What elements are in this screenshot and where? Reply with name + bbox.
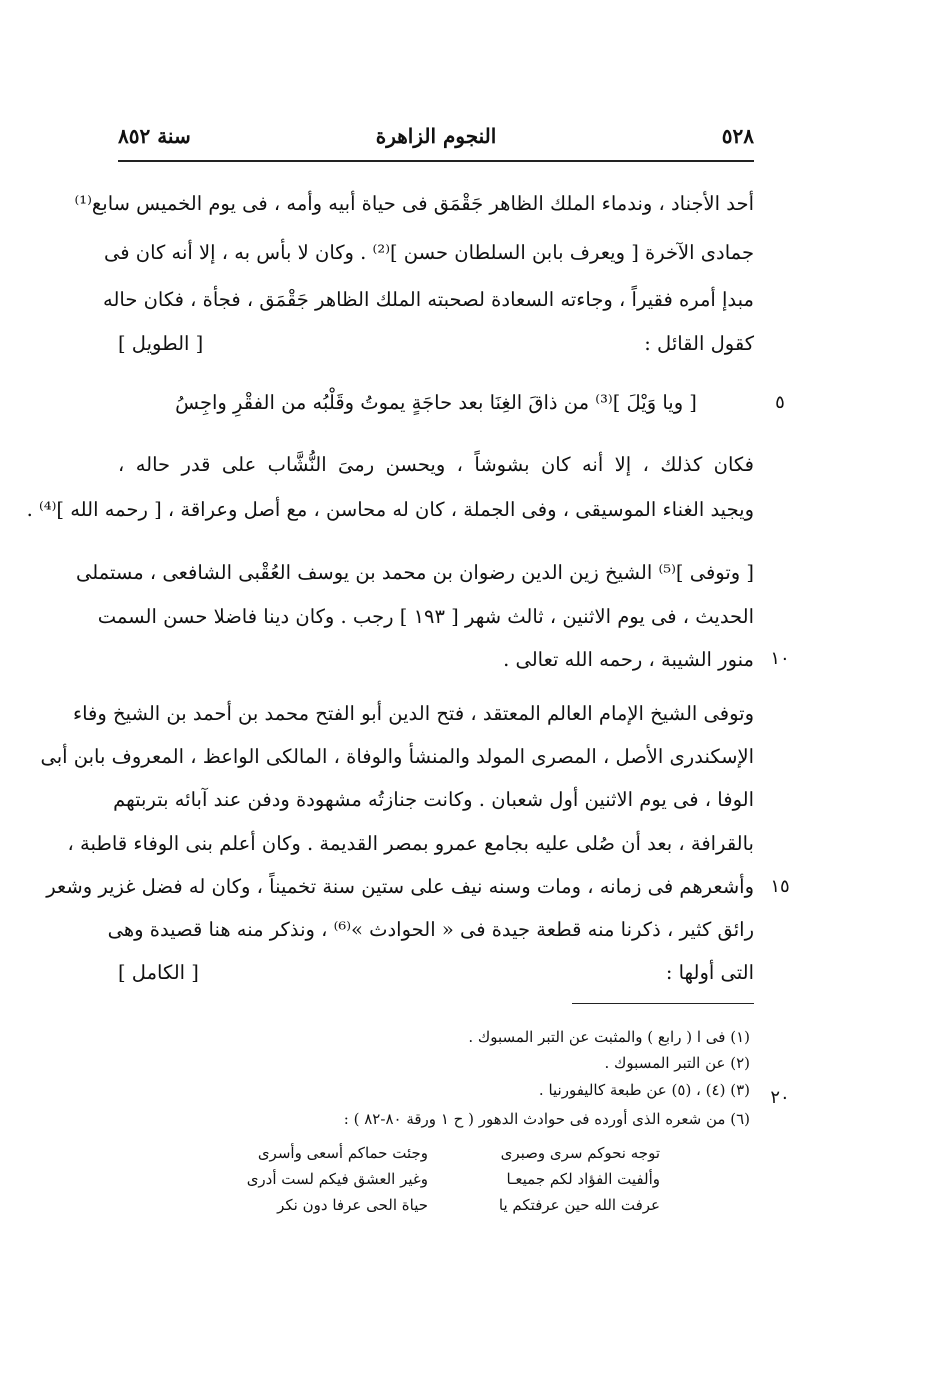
- footnote: (١) فى ا ( رابع ) والمثبت عن التبر المسبوك .: [468, 1028, 750, 1046]
- footnote: (٣) (٤) ، (٥) عن طبعة كاليفورنيا .: [538, 1081, 750, 1099]
- footnote-poem-left: [218, 1140, 428, 1218]
- line-number: ١٥: [770, 876, 790, 897]
- poem-hemistich: وغير العشق فيكم لست أدرى: [246, 1170, 428, 1188]
- line-number: ٢٠: [770, 1087, 790, 1108]
- text-line: منور الشيبة ، رحمه الله تعالى .: [503, 648, 754, 671]
- line-number: ١٠: [770, 648, 790, 669]
- year-label: سنة ٨٥٢: [118, 124, 191, 148]
- text-line-content: التى أولها :: [665, 961, 754, 984]
- text-line: جمادى الآخرة [ ويعرف بابن السلطان حسن ]⁽²⁾ . وكان لا بأس به ، إلا أنه كان فى: [103, 241, 754, 264]
- footnote: (٦) من شعره الذى أورده فى حوادث الدهور ( ح ١ ورقة ٨٠-٨٢ ) :: [343, 1110, 750, 1128]
- text-line: ويجيد الغناء الموسيقى ، وفى الجملة ، كان له محاسن ، مع أصل وعراقة ، [ رحمه الله ]⁽⁴⁾ .: [26, 498, 754, 521]
- text-line-content: كقول القائل :: [644, 332, 754, 355]
- footnote: (٢) عن التبر المسبوك .: [604, 1054, 750, 1072]
- text-line: وتوفى الشيخ الإمام العالم المعتقد ، فتح الدين أبو الفتح محمد بن أحمد بن الشيخ وفاء: [72, 702, 754, 725]
- verse-line: [ ويا وَيْلَ ]⁽³⁾ من ذاقَ الغِنَا بعد حاجَةٍ يموتُ وقَلْبُه من الفقْرِ واجِسُ: [175, 391, 697, 414]
- poem-hemistich: توجه نحوكم سرى وصبرى: [500, 1144, 660, 1162]
- poem-hemistich: وجئت حماكم أسعى وأسرى: [257, 1144, 428, 1162]
- text-line: رائق كثير ، ذكرنا منه قطعة جيدة فى « الحوادث »⁽⁶⁾ ، ونذكر منه هنا قصيدة وهى: [107, 918, 754, 941]
- text-line: وأشعرهم فى زمانه ، ومات وسنه نيف على ستين سنة تخميناً ، وكان له فضل غزير وشعر: [46, 875, 754, 898]
- poem-hemistich: وألفيت الفؤاد لكم جميعـا: [506, 1170, 660, 1188]
- poem-hemistich: عرفت الله حين عرفتكم يا: [498, 1196, 660, 1214]
- page-number: ٥٢٨: [721, 124, 754, 148]
- footnote-poem-right: [440, 1140, 660, 1218]
- text-line: [ وتوفى ]⁽⁵⁾ الشيخ زين الدين رضوان بن محمد بن يوسف العُقْبى الشافعى ، مستملى: [75, 561, 754, 584]
- text-line: الوفا ، فى يوم الاثنين أول شعبان . وكانت جنازتُه مشهودة ودفن عند آبائه بتربتهم: [113, 788, 754, 811]
- meter-label: [ الطويل ]: [118, 332, 204, 355]
- meter-label: [ الكامل ]: [118, 961, 199, 984]
- running-title: النجوم الزاهرة: [375, 124, 497, 148]
- text-line: الإسكندرى الأصل ، المصرى المولد والمنشأ والوفاة ، المالكى الواعظ ، المعروف بابن أبى: [40, 745, 754, 768]
- text-line: أحد الأجناد ، وندماء الملك الظاهر جَقْمَق فى حياة أبيه وأمه ، فى يوم الخميس سابع⁽¹⁾: [74, 192, 754, 215]
- line-number: ٥: [775, 392, 785, 413]
- poem-hemistich: حياة الحى عرفا دون نكر: [277, 1196, 428, 1214]
- text-line: بالقرافة ، بعد أن صُلى عليه بجامع عمرو بمصر القديمة . وكان أعلم بنى الوفاء قاطبة ،: [67, 832, 754, 855]
- text-line: فكان كذلك ، إلا أنه كان بشوشاً ، ويحسن رمىَ النُّشَّاب على قدر حاله ،: [118, 453, 754, 476]
- text-line: مبدإ أمره فقيراً ، وجاءته السعادة لصحبته الملك الظاهر جَقْمَق ، فجأة ، فكان حاله: [103, 288, 754, 311]
- text-line: الحديث ، فى يوم الاثنين ، ثالث شهر [ ١٩٣ ] رجب . وكان دينا فاضلا حسن السمت: [97, 605, 754, 628]
